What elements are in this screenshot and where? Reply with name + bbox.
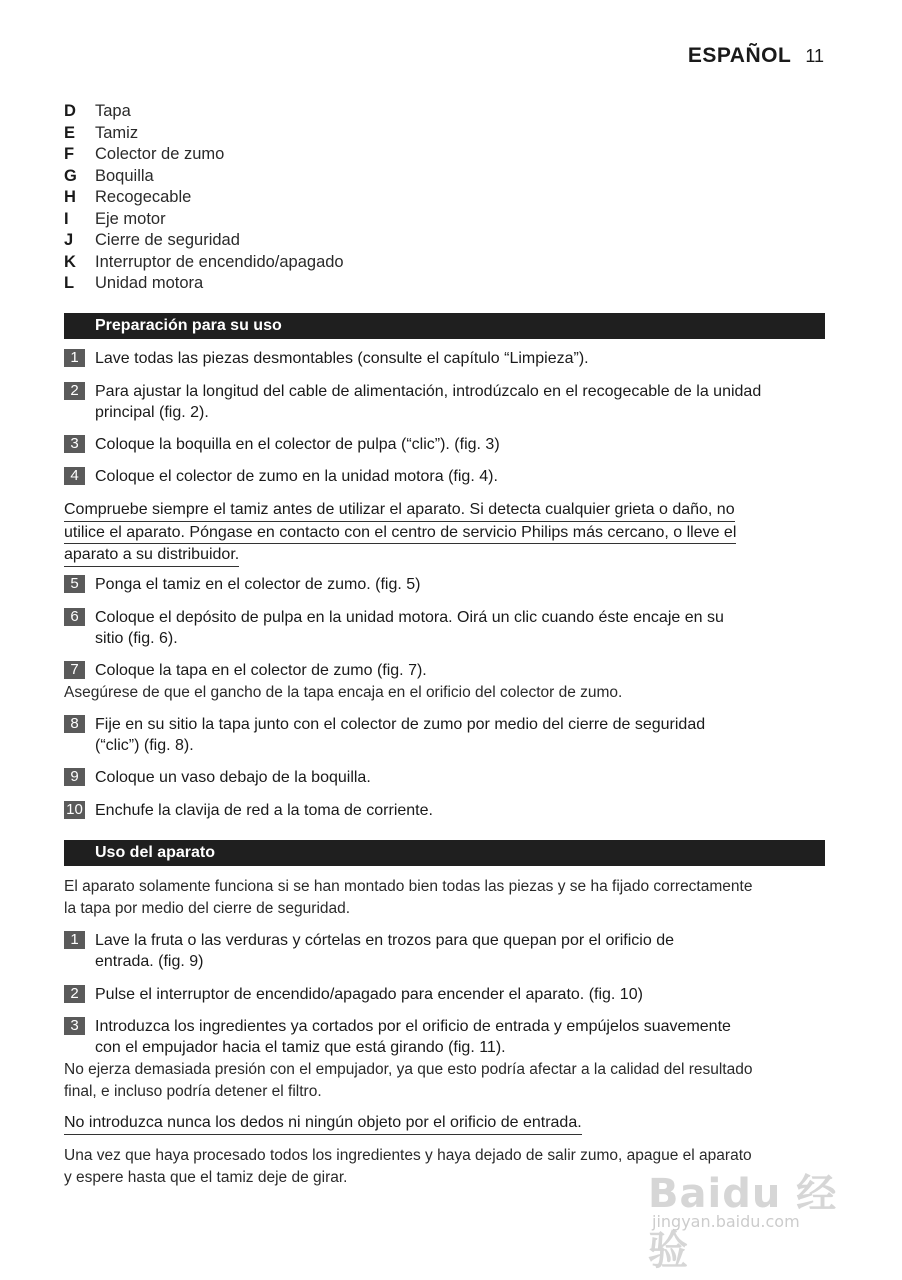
watermark xyxy=(640,1162,850,1274)
step-text: Pulse el interruptor de encendido/apagado para encender el aparato. (fig. 10) xyxy=(95,986,643,1003)
legend-letter: L xyxy=(64,274,75,293)
step-text: Coloque un vaso debajo de la boquilla. xyxy=(95,769,371,786)
warning-line: No introduzca nunca los dedos ni ningún objeto por el orificio de entrada. xyxy=(64,1112,582,1135)
legend-name: Interruptor de encendido/apagado xyxy=(95,252,344,271)
step-text: Introduzca los ingredientes ya cortados por el orificio de entrada y empújelos suavemente xyxy=(95,1018,731,1035)
prep-step-3 xyxy=(64,434,828,455)
step-text: Coloque el colector de zumo en la unidad motora (fig. 4). xyxy=(95,468,498,485)
legend-letter: F xyxy=(64,145,75,164)
step-text: (“clic”) (fig. 8). xyxy=(95,737,194,754)
outro-line: Una vez que haya procesado todos los ingredientes y haya dejado de salir zumo, apague el aparato xyxy=(64,1147,752,1164)
legend-item xyxy=(64,187,344,209)
step-text: Lave todas las piezas desmontables (consulte el capítulo “Limpieza”). xyxy=(95,350,589,367)
step-text: Coloque el depósito de pulpa en la unidad motora. Oirá un clic cuando éste encaje en su xyxy=(95,609,724,626)
legend-letter: E xyxy=(64,123,76,142)
step-text: con el empujador hacia el tamiz que está girando (fig. 11). xyxy=(95,1039,506,1056)
legend-letter: H xyxy=(64,188,76,207)
legend-item xyxy=(64,273,344,295)
prep-step-1 xyxy=(64,348,828,369)
legend-item xyxy=(64,144,344,166)
note-pressure xyxy=(64,1059,834,1102)
page-header xyxy=(688,44,824,68)
legend-name: Boquilla xyxy=(95,166,154,185)
legend-letter: K xyxy=(64,252,76,271)
warning-check-sieve xyxy=(64,499,834,567)
legend-letter: J xyxy=(64,231,74,250)
note-line: final, e incluso podría detener el filtro. xyxy=(64,1082,322,1100)
note-line: No ejerza demasiada presión con el empujador, ya que esto podría afectar a la calidad del resultado xyxy=(64,1061,753,1078)
step-number: 2 xyxy=(64,985,85,1003)
prep-step-2 xyxy=(64,381,828,423)
legend-item xyxy=(64,101,344,123)
page-number: 11 xyxy=(805,46,824,66)
use-step-3 xyxy=(64,1016,828,1058)
step-number: 2 xyxy=(64,382,85,400)
step-text: principal (fig. 2). xyxy=(95,404,209,421)
step-number: 6 xyxy=(64,608,85,626)
step-number: 9 xyxy=(64,768,85,786)
step-number: 8 xyxy=(64,715,85,733)
legend-item xyxy=(64,230,344,252)
parts-legend xyxy=(64,101,344,295)
step-text: Para ajustar la longitud del cable de alimentación, introdúzcalo en el recogecable de la unidad xyxy=(95,383,762,400)
outro-line: y espere hasta que el tamiz deje de girar. xyxy=(64,1168,348,1186)
legend-item xyxy=(64,123,344,145)
step-text: Lave la fruta o las verduras y córtelas en trozos para que quepan por el orificio de xyxy=(95,932,674,949)
usage-intro-line: la tapa por medio del cierre de seguridad. xyxy=(64,899,351,917)
prep-step-7 xyxy=(64,660,828,681)
use-step-2 xyxy=(64,984,828,1005)
watermark-url: jingyan.baidu.com xyxy=(652,1212,800,1231)
legend-letter: I xyxy=(64,209,69,228)
step-text: sitio (fig. 6). xyxy=(95,630,178,647)
step-number: 3 xyxy=(64,1017,85,1035)
legend-letter: D xyxy=(64,102,76,121)
warning-line: Compruebe siempre el tamiz antes de utilizar el aparato. Si detecta cualquier grieta o daño, no xyxy=(64,499,735,522)
step-number: 7 xyxy=(64,661,85,679)
use-step-1 xyxy=(64,930,828,972)
watermark-brand: Baidu 经验 xyxy=(648,1171,838,1274)
legend-name: Tapa xyxy=(95,102,131,121)
warning-fingers xyxy=(64,1112,834,1135)
legend-name: Cierre de seguridad xyxy=(95,231,240,250)
usage-intro xyxy=(64,876,834,919)
usage-intro-line: El aparato solamente funciona si se han montado bien todas las piezas y se ha fijado correctamente xyxy=(64,878,753,895)
legend-item xyxy=(64,209,344,231)
prep-step-10 xyxy=(64,800,828,821)
legend-name: Recogecable xyxy=(95,188,192,207)
section-title-usage: Uso del aparato xyxy=(64,840,825,866)
legend-letter: G xyxy=(64,166,77,185)
step-text: Enchufe la clavija de red a la toma de corriente. xyxy=(95,802,433,819)
prep-step-5 xyxy=(64,574,828,595)
step-text: entrada. (fig. 9) xyxy=(95,953,204,970)
step-text: Fije en su sitio la tapa junto con el colector de zumo por medio del cierre de seguridad xyxy=(95,716,706,733)
warning-line: utilice el aparato. Póngase en contacto con el centro de servicio Philips más cercano, o lleve el xyxy=(64,522,736,545)
legend-name: Tamiz xyxy=(95,123,139,142)
section-title-preparation: Preparación para su uso xyxy=(64,313,825,339)
language-label: ESPAÑOL xyxy=(687,44,792,67)
step-number: 1 xyxy=(64,349,85,367)
prep-step-8 xyxy=(64,714,828,756)
legend-name: Unidad motora xyxy=(95,274,204,293)
legend-item xyxy=(64,252,344,274)
legend-item xyxy=(64,166,344,188)
step-number: 1 xyxy=(64,931,85,949)
step-number: 4 xyxy=(64,467,85,485)
step-text: Coloque la tapa en el colector de zumo (fig. 7). xyxy=(95,662,427,679)
prep-step-6 xyxy=(64,607,828,649)
note-lid-hook: Asegúrese de que el gancho de la tapa encaja en el orificio del colector de zumo. xyxy=(64,684,623,701)
legend-name: Colector de zumo xyxy=(95,145,225,164)
prep-step-4 xyxy=(64,466,828,487)
step-number: 5 xyxy=(64,575,85,593)
step-number: 10 xyxy=(64,801,85,819)
step-number: 3 xyxy=(64,435,85,453)
legend-name: Eje motor xyxy=(95,209,166,228)
step-text: Ponga el tamiz en el colector de zumo. (fig. 5) xyxy=(95,576,421,593)
prep-step-9 xyxy=(64,767,828,788)
step-text: Coloque la boquilla en el colector de pulpa (“clic”). (fig. 3) xyxy=(95,436,500,453)
warning-line: aparato a su distribuidor. xyxy=(64,544,239,567)
